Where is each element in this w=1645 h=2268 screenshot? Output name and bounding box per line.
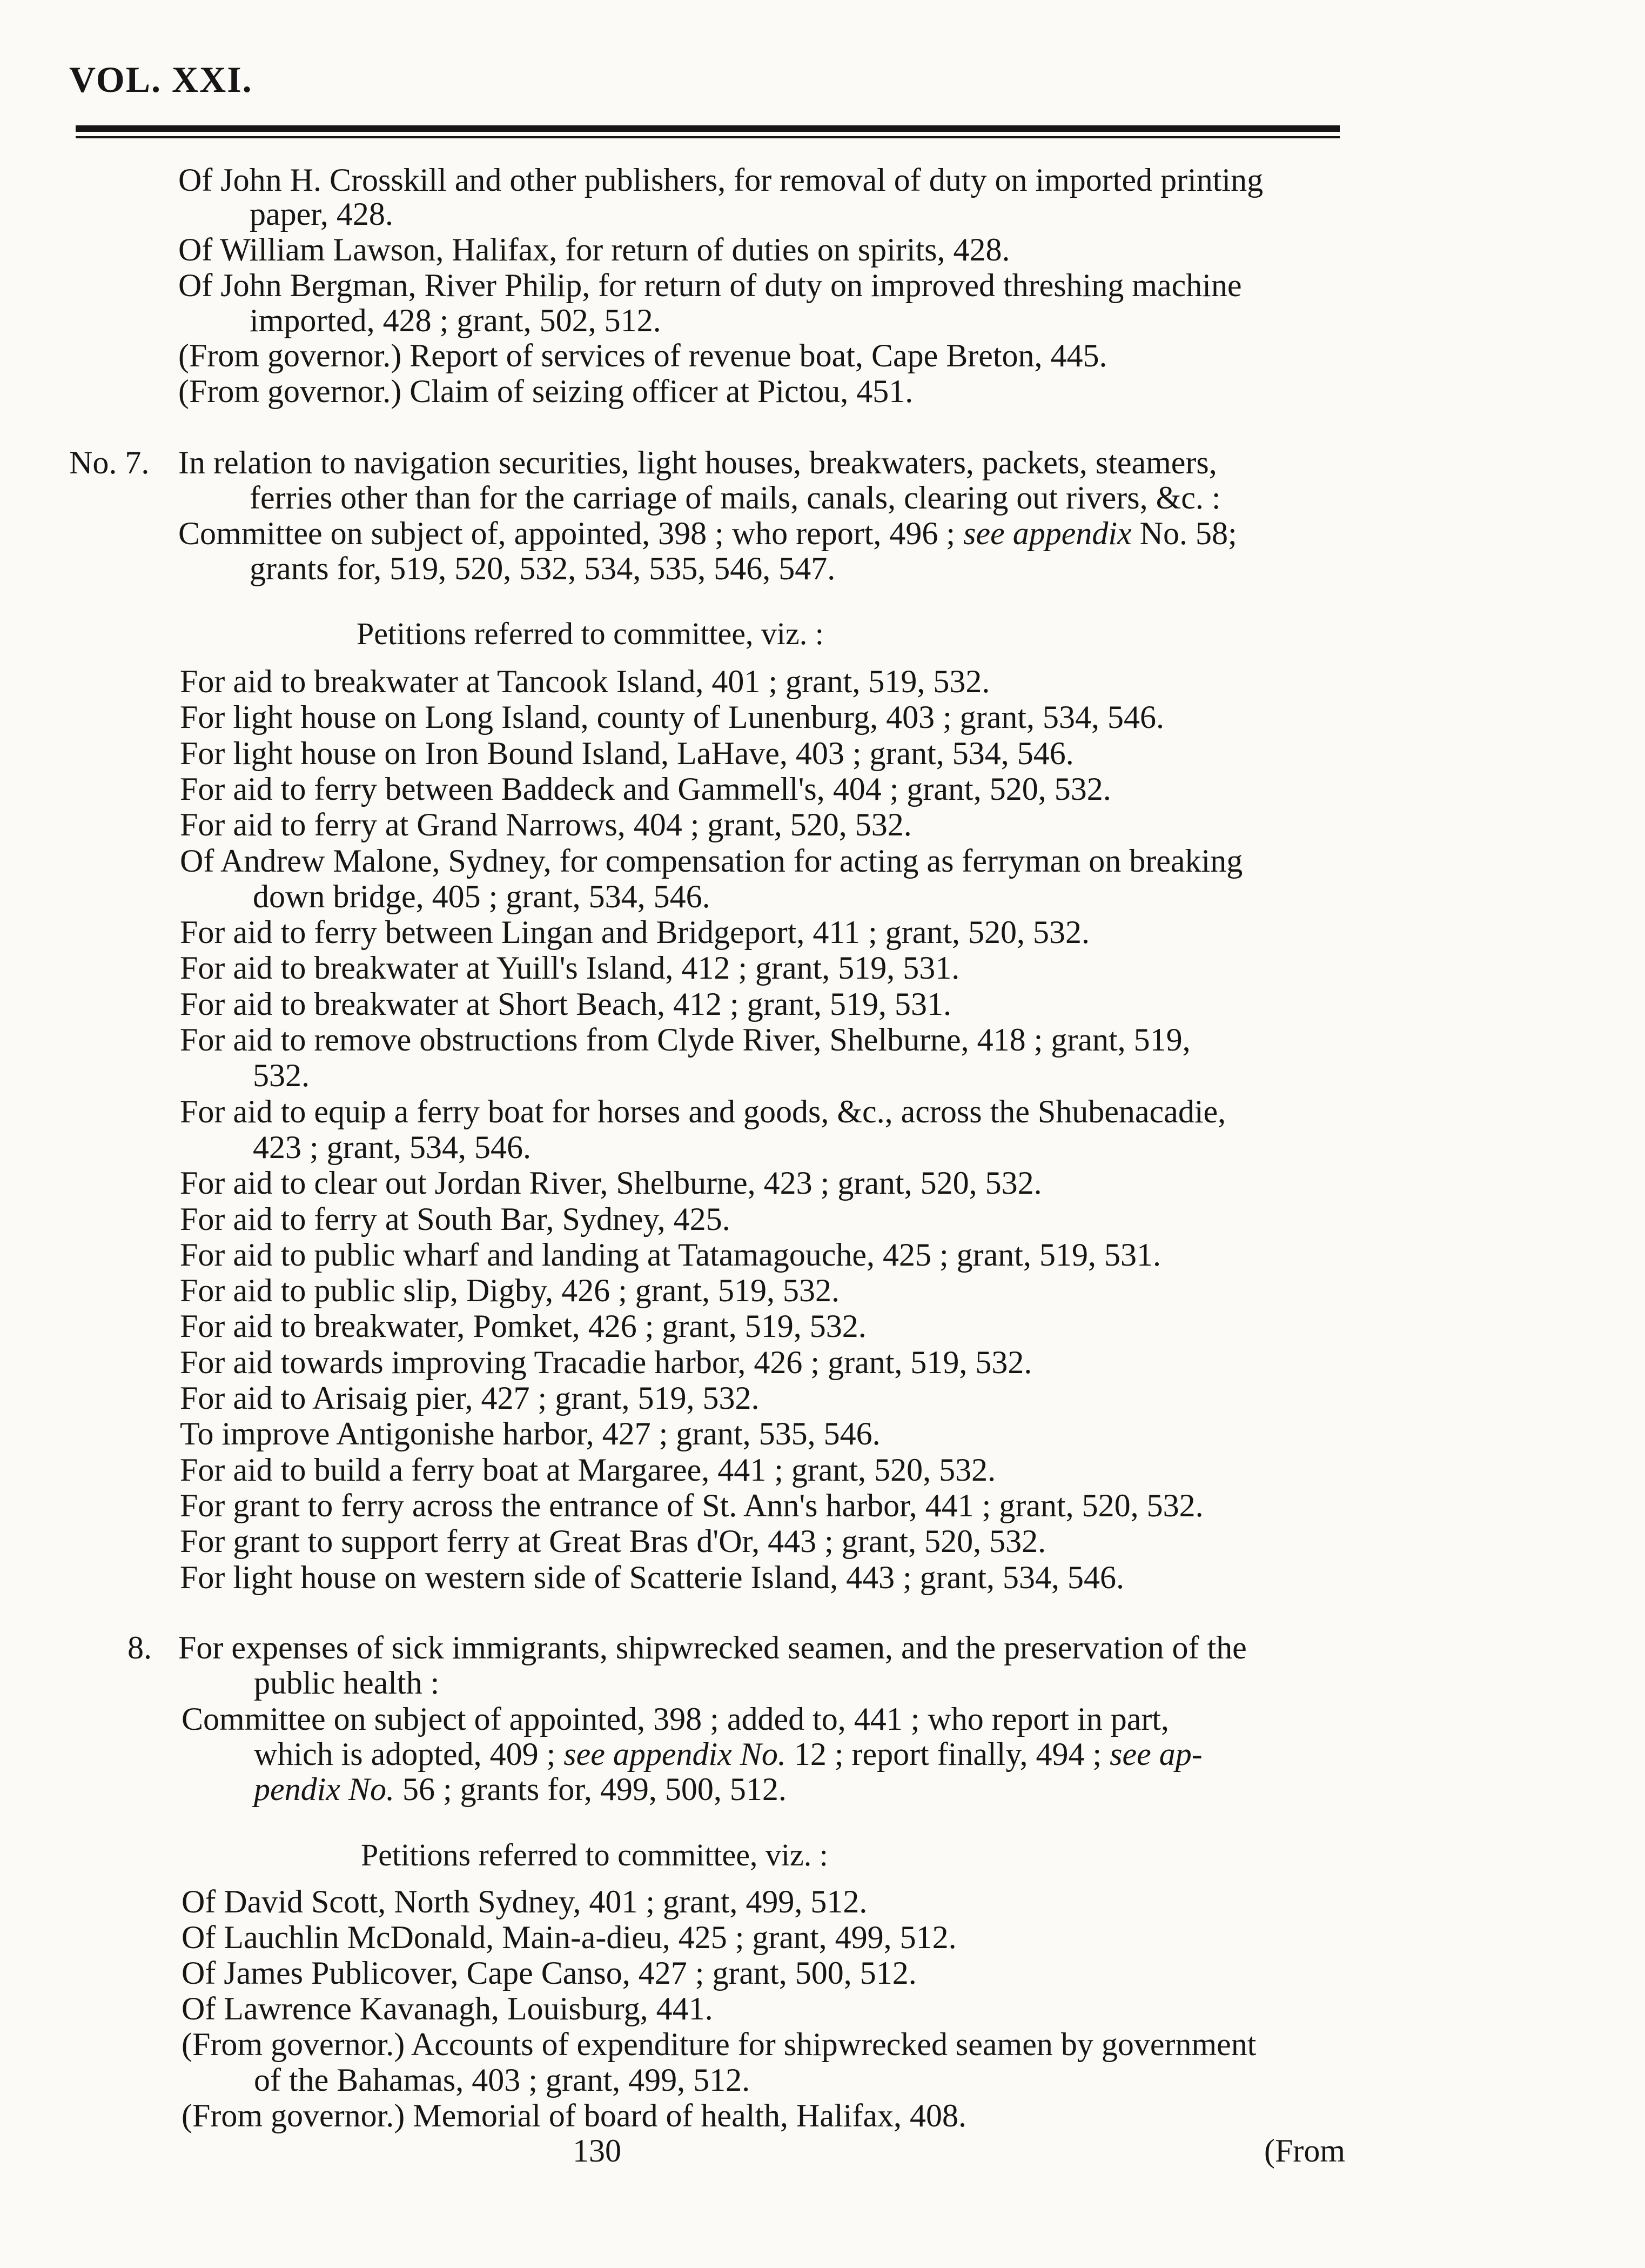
committee-text: 12 ; report finally, 494 ; bbox=[785, 1736, 1110, 1772]
petition-item: For aid towards improving Tracadie harbor, 426 ; grant, 519, 532. bbox=[180, 1344, 1032, 1380]
petition-item: (From governor.) Memorial of board of health, Halifax, 408. bbox=[182, 2098, 966, 2133]
page-number: 130 bbox=[573, 2133, 621, 2169]
petition-continuation: 532. bbox=[253, 1058, 310, 1094]
committee-line bbox=[254, 1771, 787, 1807]
committee-line: Committee on subject of appointed, 398 ; added to, 441 ; who report in part, bbox=[182, 1701, 1169, 1737]
petition-item: For aid to breakwater at Tancook Island, 401 ; grant, 519, 532. bbox=[180, 664, 990, 699]
entry-line: Of John Bergman, River Philip, for return of duty on improved threshing machine bbox=[178, 267, 1242, 303]
header-rule-thin bbox=[76, 136, 1340, 138]
committee-text: 56 ; grants for, 499, 500, 512. bbox=[394, 1771, 787, 1807]
section-number: No. 7. bbox=[69, 445, 150, 480]
entry-line: Of John H. Crosskill and other publishers, for removal of duty on imported printing bbox=[178, 162, 1264, 198]
petition-continuation: of the Bahamas, 403 ; grant, 499, 512. bbox=[254, 2062, 750, 2098]
petition-item: Of Andrew Malone, Sydney, for compensation for acting as ferryman on breaking bbox=[180, 842, 1243, 879]
entry-line: Of William Lawson, Halifax, for return of duties on spirits, 428. bbox=[178, 232, 1010, 267]
header-rule-thick bbox=[76, 125, 1340, 132]
petition-item: Of Lauchlin McDonald, Main-a-dieu, 425 ; grant, 499, 512. bbox=[182, 1919, 957, 1955]
committee-text: No. 58; bbox=[1131, 516, 1237, 551]
petition-item: For aid to public slip, Digby, 426 ; grant, 519, 532. bbox=[180, 1273, 840, 1309]
entry-continuation: paper, 428. bbox=[250, 196, 393, 232]
committee-text: which is adopted, 409 ; bbox=[254, 1736, 564, 1772]
committee-line bbox=[254, 1736, 1203, 1772]
petition-item: For grant to support ferry at Great Bras d'Or, 443 ; grant, 520, 532. bbox=[180, 1523, 1046, 1560]
entry-line: (From governor.) Claim of seizing officer at Pictou, 451. bbox=[178, 373, 914, 409]
volume-header: VOL. XXI. bbox=[69, 59, 253, 100]
petition-item: Of Lawrence Kavanagh, Louisburg, 441. bbox=[182, 1991, 713, 2026]
petition-item: To improve Antigonishe harbor, 427 ; grant, 535, 546. bbox=[180, 1416, 881, 1452]
petition-item: For aid to breakwater at Yuill's Island, 412 ; grant, 519, 531. bbox=[180, 950, 960, 986]
committee-line bbox=[178, 516, 1237, 551]
section-heading-line: For expenses of sick immigrants, shipwrecked seamen, and the preservation of the bbox=[178, 1630, 1247, 1665]
petition-item: For aid to clear out Jordan River, Shelburne, 423 ; grant, 520, 532. bbox=[180, 1165, 1042, 1201]
entry-continuation: imported, 428 ; grant, 502, 512. bbox=[250, 303, 661, 338]
petition-continuation: 423 ; grant, 534, 546. bbox=[253, 1129, 531, 1165]
section-heading-line: In relation to navigation securities, light houses, breakwaters, packets, steamers, bbox=[178, 445, 1217, 480]
petition-item: For aid to build a ferry boat at Margaree, 441 ; grant, 520, 532. bbox=[180, 1451, 996, 1488]
petition-item: For aid to Arisaig pier, 427 ; grant, 519, 532. bbox=[180, 1380, 760, 1416]
petition-item: Of James Publicover, Cape Canso, 427 ; grant, 500, 512. bbox=[182, 1955, 917, 1991]
entry-line: (From governor.) Report of services of revenue boat, Cape Breton, 445. bbox=[178, 338, 1107, 373]
committee-italic: pendix No. bbox=[254, 1771, 394, 1807]
petitions-heading: Petitions referred to committee, viz. : bbox=[357, 616, 824, 651]
petition-item: Of David Scott, North Sydney, 401 ; grant, 499, 512. bbox=[182, 1884, 868, 1919]
petition-item: For grant to ferry across the entrance of St. Ann's harbor, 441 ; grant, 520, 532. bbox=[180, 1487, 1204, 1523]
petition-item: For aid to breakwater at Short Beach, 412 ; grant, 519, 531. bbox=[180, 986, 951, 1022]
petition-item: For aid to breakwater, Pomket, 426 ; grant, 519, 532. bbox=[180, 1308, 867, 1344]
petitions-heading: Petitions referred to committee, viz. : bbox=[361, 1837, 828, 1872]
petition-item: For light house on Long Island, county of Lunenburg, 403 ; grant, 534, 546. bbox=[180, 699, 1165, 735]
section-number: 8. bbox=[127, 1630, 152, 1665]
section-heading-line: public health : bbox=[254, 1665, 440, 1701]
committee-italic: see appendix bbox=[963, 516, 1132, 551]
petition-item: For aid to remove obstructions from Clyde River, Shelburne, 418 ; grant, 519, bbox=[180, 1022, 1191, 1058]
petition-item: For light house on western side of Scatterie Island, 443 ; grant, 534, 546. bbox=[180, 1559, 1125, 1595]
petition-item: For light house on Iron Bound Island, LaHave, 403 ; grant, 534, 546. bbox=[180, 735, 1074, 771]
catchword: (From bbox=[1264, 2133, 1345, 2169]
committee-line: grants for, 519, 520, 532, 534, 535, 546, 547. bbox=[250, 551, 836, 586]
petition-item: For aid to ferry at Grand Narrows, 404 ; grant, 520, 532. bbox=[180, 807, 912, 843]
petition-item: For aid to public wharf and landing at Tatamagouche, 425 ; grant, 519, 531. bbox=[180, 1236, 1161, 1273]
section-heading-line: ferries other than for the carriage of mails, canals, clearing out rivers, &c. : bbox=[250, 480, 1221, 516]
petition-item: For aid to ferry between Baddeck and Gammell's, 404 ; grant, 520, 532. bbox=[180, 771, 1111, 807]
petition-item: (From governor.) Accounts of expenditure for shipwrecked seamen by government bbox=[182, 2026, 1257, 2062]
petition-item: For aid to equip a ferry boat for horses and goods, &c., across the Shubenacadie, bbox=[180, 1093, 1226, 1129]
committee-italic: see appendix No. bbox=[563, 1736, 786, 1772]
petition-item: For aid to ferry at South Bar, Sydney, 425. bbox=[180, 1201, 730, 1237]
petition-continuation: down bridge, 405 ; grant, 534, 546. bbox=[253, 878, 710, 914]
committee-italic: see ap- bbox=[1110, 1736, 1203, 1772]
committee-text: Committee on subject of, appointed, 398 ; who report, 496 ; bbox=[178, 516, 964, 551]
petition-item: For aid to ferry between Lingan and Bridgeport, 411 ; grant, 520, 532. bbox=[180, 914, 1090, 951]
